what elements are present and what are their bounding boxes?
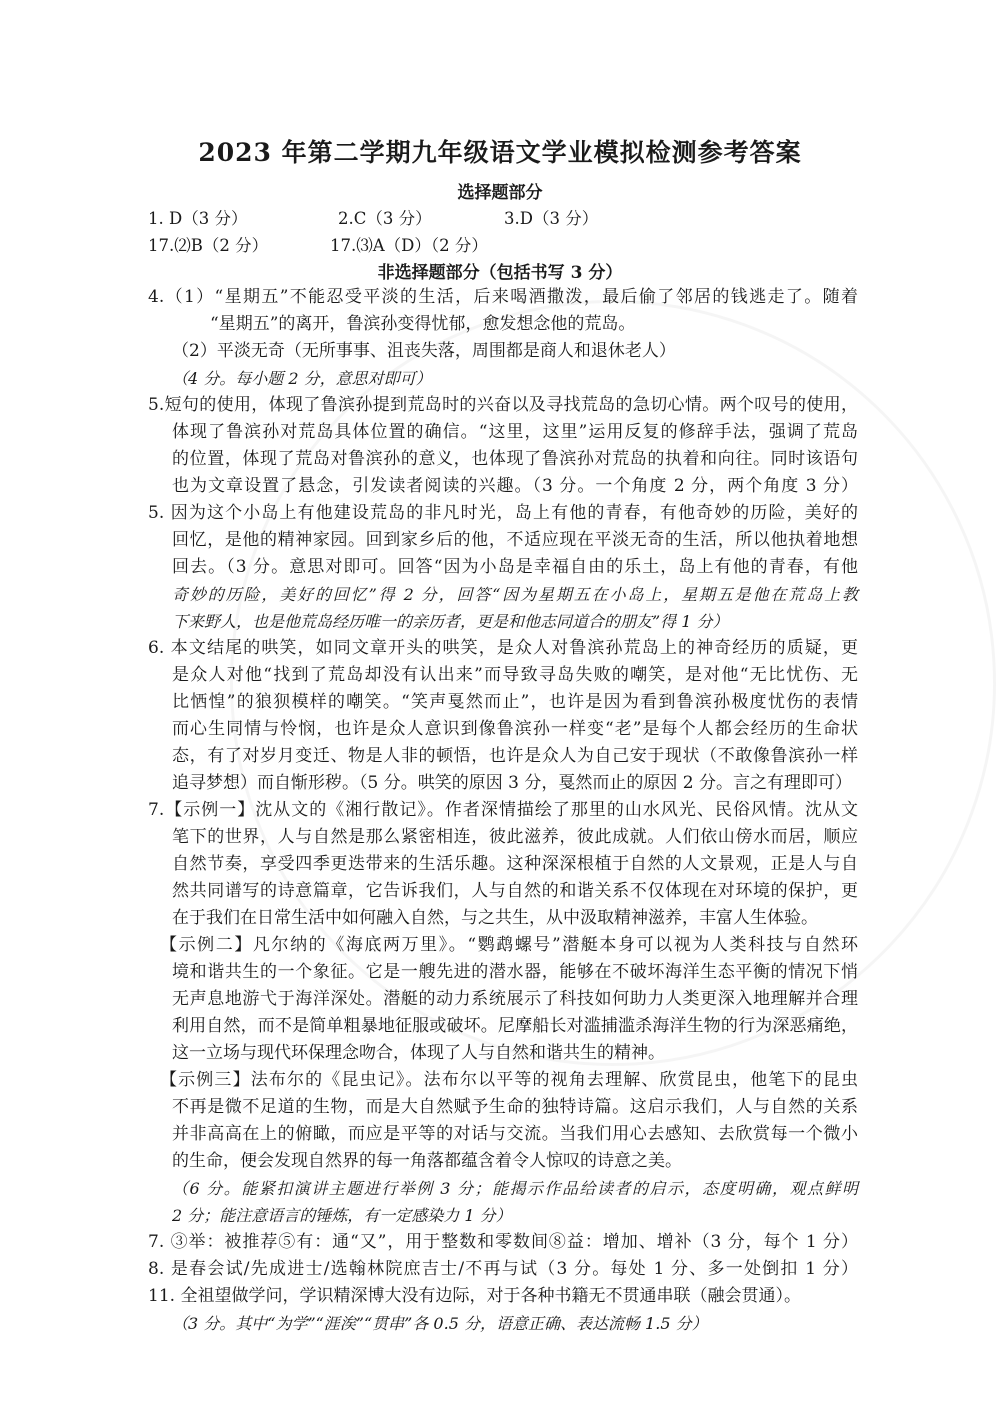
answer-line: 态，有了对岁月变迁、物是人非的顿悟，也许是众人为自己安于现状（不敢像鲁滨孙一样 [172, 746, 858, 766]
answer-line: 不再是微不足道的生物，而是大自然赋予生命的独特诗篇。这启示我们，人与自然的关系 [172, 1097, 858, 1117]
answer-line: 7. ③举：被推荐⑤有：通“又”，用于整数和零数间⑧益：增加、增补（3 分，每个 1 分） [148, 1232, 858, 1252]
answer-line: 回忆，是他的精神家园。回到家乡后的他，不适应现在平淡无奇的生活，所以他执着地想 [172, 530, 858, 550]
scoring-note: （3 分。其中“为学”“涯涘”“贯串”各 0.5 分，语意正确、表达流畅 1.5 分） [172, 1314, 708, 1333]
answer-line: 回去。（3 分。意思对即可。回答“因为小岛是幸福自由的乐土，岛上有他的青春，有他 [172, 557, 858, 577]
mc-answer-2: 2.C（3 分） [338, 209, 432, 228]
answer-line: 7.【示例一】沈从文的《湘行散记》。作者深情描绘了那里的山水风光、民俗风情。沈从文 [148, 800, 858, 820]
answer-line: 自然节奏，享受四季更迭带来的生活乐趣。这种深深根植于自然的人文景观，正是人与自 [172, 854, 858, 874]
answer-line: 追寻梦想）而自惭形秽。（5 分。哄笑的原因 3 分，戛然而止的原因 2 分。言之有理即可） [172, 773, 852, 793]
answer-line: 的生命，便会发现自然界的每一角落都蕴含着令人惊叹的诗意之美。 [172, 1151, 682, 1171]
answer-line: 也为文章设置了悬念，引发读者阅读的兴趣。（3 分。一个角度 2 分，两个角度 3 分） [172, 476, 858, 496]
answer-line: 是众人对他“找到了荒岛却没有认出来”而导致寻岛失败的嘲笑，是对他“无比忧伤、无 [172, 665, 858, 685]
answer-line: 而心生同情与怜悯，也许是众人意识到像鲁滨孙一样变“老”是每个人都会经历的生命状 [172, 719, 858, 739]
non-multiple-choice-header: 非选择题部分（包括书写 3 分） [377, 263, 623, 283]
scoring-note: 2 分；能注意语言的锤炼，有一定感染力 1 分） [172, 1206, 512, 1225]
scoring-note: （4 分。每小题 2 分，意思对即可） [172, 369, 432, 388]
mc-answer-1: 1. D（3 分） [148, 209, 248, 228]
answer-line: 无声息地游弋于海洋深处。潜艇的动力系统展示了科技如何助力人类更深入地理解并合理 [172, 989, 858, 1009]
answer-line: 11. 全祖望做学问，学识精深博大没有边际，对于各种书籍无不贯通串联（融会贯通）。 [148, 1286, 801, 1306]
multiple-choice-header: 选择题部分 [457, 183, 543, 203]
answer-line: 比恓惶”的狼狈模样的嘲笑。“笑声戛然而止”，也许是因为看到鲁滨孙极度忧伤的表情 [172, 692, 858, 712]
answer-line: 8. 是春会试/先成进士/选翰林院庶吉士/不再与试（3 分。每处 1 分、多一处倒扣 1 分） [148, 1259, 858, 1279]
answer-line: 利用自然，而不是简单粗暴地征服或破坏。尼摩船长对滥捕滥杀海洋生物的行为深恶痛绝， [172, 1016, 858, 1036]
answer-line: 在于我们在日常生活中如何融入自然，与之共生，从中汲取精神滋养，丰富人生体验。 [172, 908, 818, 928]
answer-line: 5.短句的使用，体现了鲁滨孙提到荒岛时的兴奋以及寻找荒岛的急切心情。两个叹号的使用， [148, 395, 858, 415]
answer-line: 5. 因为这个小岛上有他建设荒岛的非凡时光，岛上有他的青春，有他奇妙的历险，美好的 [148, 503, 858, 523]
answer-line: 【示例三】法布尔的《昆虫记》。法布尔以平等的视角去理解、欣赏昆虫，他笔下的昆虫 [160, 1070, 858, 1090]
mc-answer-17-2: 17.⑵B（2 分） [148, 236, 269, 255]
answer-line: 并非高高在上的俯瞰，而应是平等的对话与交流。当我们用心去感知、去欣赏每一个微小 [172, 1124, 858, 1144]
answer-line: “星期五”的离开，鲁滨孙变得忧郁，愈发想念他的荒岛。 [210, 314, 636, 334]
scoring-note: （6 分。能紧扣演讲主题进行举例 3 分；能揭示作品给读者的启示，态度明确，观点鲜明 [172, 1179, 858, 1198]
answer-line: （2）平淡无奇（无所事事、沮丧失落，周围都是商人和退休老人） [172, 341, 676, 361]
mc-answer-17-3: 17.⑶A（D）（2 分） [330, 236, 488, 255]
answer-line: 这一立场与现代环保理念吻合，体现了人与自然和谐共生的精神。 [172, 1043, 665, 1063]
answer-line: 然共同谱写的诗意篇章，它告诉我们，人与自然的和谐关系不仅体现在对环境的保护，更 [172, 881, 858, 901]
answer-line: 6. 本文结尾的哄笑，如同文章开头的哄笑，是众人对鲁滨孙荒岛上的神奇经历的质疑，更 [148, 638, 858, 658]
answer-line: 笔下的世界，人与自然是那么紧密相连，彼此滋养，彼此成就。人们依山傍水而居，顺应 [172, 827, 858, 847]
document-title: 2023 年第二学期九年级语文学业模拟检测参考答案 [198, 138, 802, 167]
scoring-note: 下来野人，也是他荒岛经历唯一的亲历者，更是和他志同道合的朋友”得 1 分） [172, 612, 729, 631]
answer-line: 体现了鲁滨孙对荒岛具体位置的确信。“这里，这里”运用反复的修辞手法，强调了荒岛 [172, 422, 858, 442]
answer-line: 的位置，体现了荒岛对鲁滨孙的意义，也体现了鲁滨孙对荒岛的执着和向往。同时该语句 [172, 449, 858, 469]
answer-line: 4.（1）“星期五”不能忍受平淡的生活，后来喝酒撒泼，最后偷了邻居的钱逃走了。随着 [148, 287, 858, 307]
answer-line: 【示例二】凡尔纳的《海底两万里》。“鹦鹉螺号”潜艇本身可以视为人类科技与自然环 [160, 935, 858, 955]
answer-line: 境和谐共生的一个象征。它是一艘先进的潜水器，能够在不破坏海洋生态平衡的情况下悄 [172, 962, 858, 982]
mc-answer-3: 3.D（3 分） [504, 209, 599, 228]
scoring-note: 奇妙的历险，美好的回忆”得 2 分，回答“因为星期五在小岛上，星期五是他在荒岛上教 [172, 585, 858, 604]
